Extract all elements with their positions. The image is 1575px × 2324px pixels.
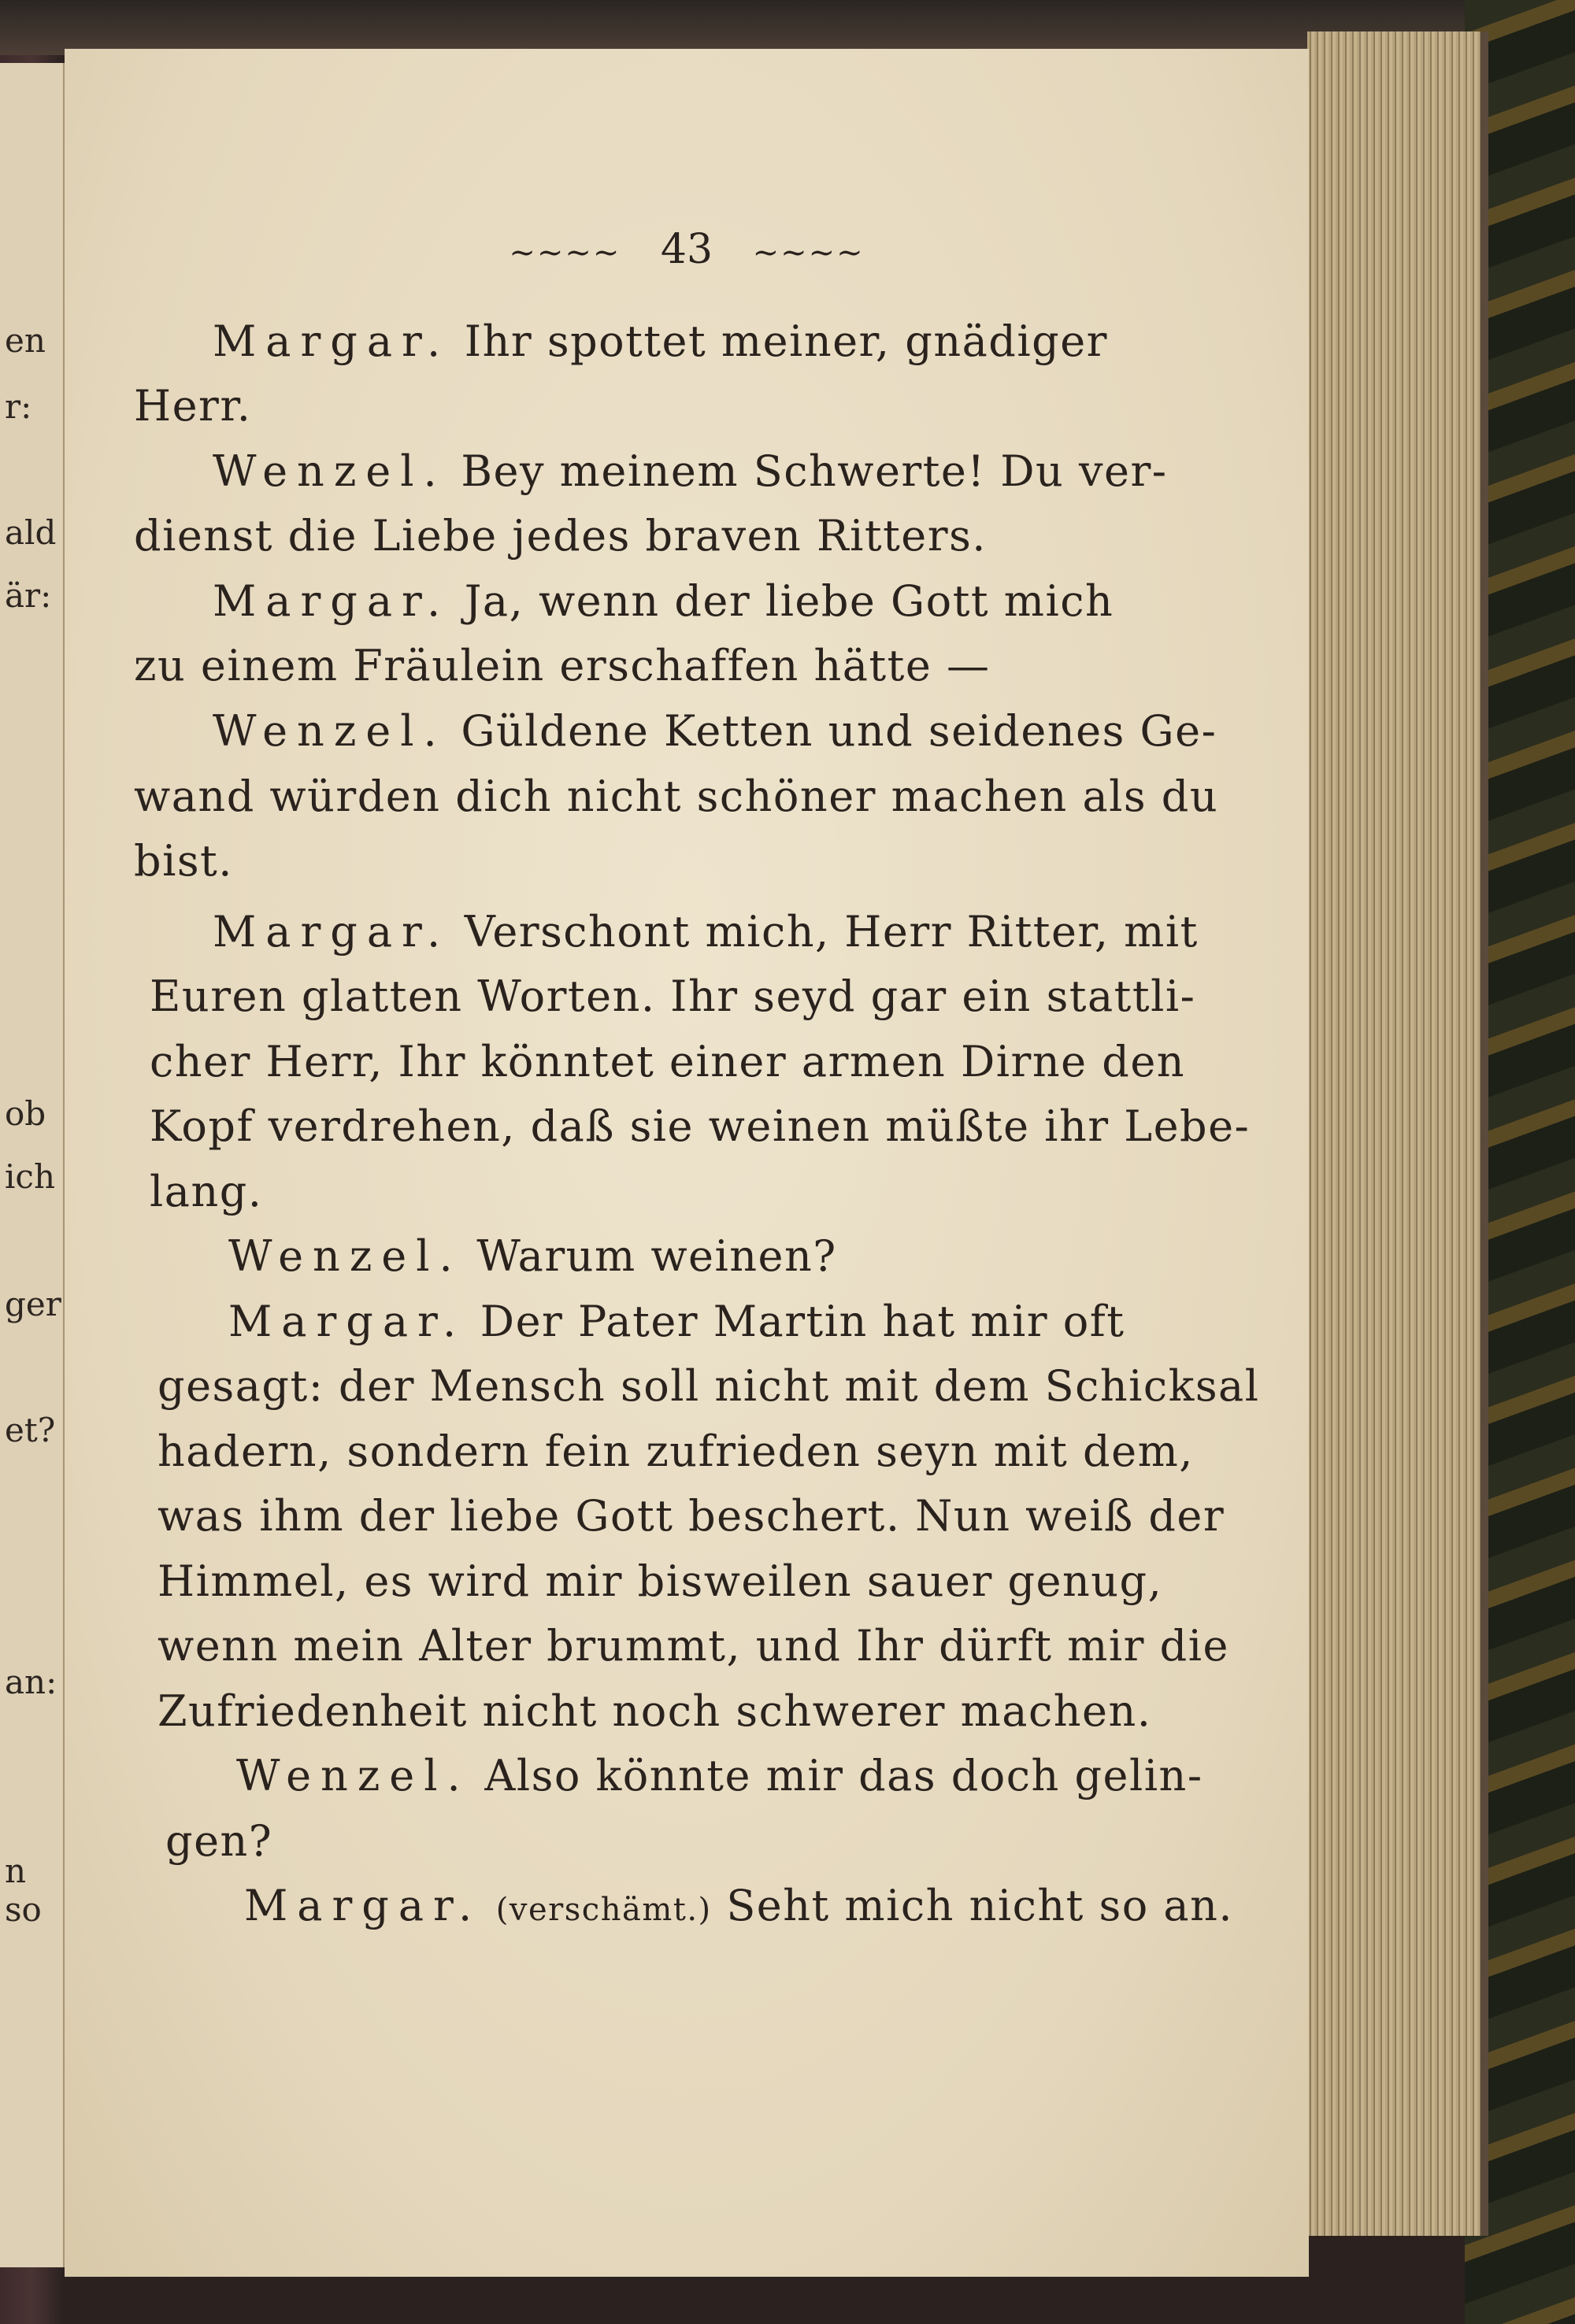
line-text: Ihr spottet meiner, gnädiger bbox=[464, 316, 1108, 366]
left-fragment: an: bbox=[5, 1663, 57, 1701]
stage-direction: (verschämt.) bbox=[495, 1892, 712, 1928]
text-line: Kopf verdrehen, daß sie weinen müßte ihr Lebe- bbox=[150, 1101, 1251, 1151]
line-text: Seht mich nicht so an. bbox=[726, 1881, 1234, 1930]
left-fragment: ald bbox=[5, 513, 57, 552]
text-line bbox=[213, 907, 1199, 957]
text-line bbox=[228, 1231, 837, 1281]
left-fragment: en bbox=[5, 321, 46, 360]
text-line: Euren glatten Worten. Ihr seyd gar ein stattli- bbox=[150, 971, 1196, 1021]
left-page-edge bbox=[0, 63, 65, 2267]
left-fragment: är: bbox=[5, 576, 52, 615]
line-text: Güldene Ketten und seidenes Ge- bbox=[461, 706, 1217, 756]
text-line: bist. bbox=[134, 836, 233, 886]
speaker-name: Margar. bbox=[213, 316, 450, 366]
text-line: zu einem Fräulein erschaffen hätte — bbox=[134, 641, 991, 690]
book-page bbox=[65, 49, 1309, 2277]
speaker-name: Wenzel. bbox=[228, 1231, 462, 1281]
page-number: 43 bbox=[660, 226, 713, 273]
header-ornament-left: ~~~~ bbox=[509, 235, 621, 271]
text-line: cher Herr, Ihr könntet einer armen Dirne den bbox=[150, 1037, 1186, 1086]
text-line: Zufriedenheit nicht noch schwerer machen. bbox=[158, 1686, 1152, 1736]
speaker-name: Margar. bbox=[228, 1297, 466, 1346]
speaker-name: Wenzel. bbox=[213, 446, 447, 496]
text-line: gesagt: der Mensch soll nicht mit dem Schicksal bbox=[158, 1361, 1260, 1411]
text-line: dienst die Liebe jedes braven Ritters. bbox=[134, 511, 987, 561]
line-text: Bey meinem Schwerte! Du ver- bbox=[461, 446, 1168, 496]
text-line bbox=[244, 1881, 1233, 1930]
speaker-name: Margar. bbox=[213, 576, 450, 626]
line-text: Ja, wenn der liebe Gott mich bbox=[464, 576, 1114, 626]
line-text: Also könnte mir das doch gelin- bbox=[484, 1751, 1203, 1800]
text-line: lang. bbox=[150, 1167, 263, 1216]
text-line bbox=[213, 446, 1168, 496]
text-line: Herr. bbox=[134, 381, 252, 431]
line-text: Der Pater Martin hat mir oft bbox=[480, 1297, 1125, 1346]
left-fragment: ich bbox=[5, 1157, 56, 1196]
speaker-name: Margar. bbox=[213, 907, 450, 957]
left-fragment: ger bbox=[5, 1285, 61, 1323]
text-line: Himmel, es wird mir bisweilen sauer genug, bbox=[158, 1556, 1163, 1606]
text-line: wenn mein Alter brummt, und Ihr dürft mir die bbox=[158, 1621, 1229, 1671]
text-line bbox=[236, 1751, 1203, 1800]
left-fragment: r: bbox=[5, 387, 32, 426]
page-header bbox=[65, 226, 1309, 273]
speaker-name: Wenzel. bbox=[213, 706, 447, 756]
text-line: gen? bbox=[165, 1816, 273, 1866]
text-line bbox=[213, 706, 1217, 756]
left-fragment: n so bbox=[5, 1852, 42, 1929]
left-fragment: et? bbox=[5, 1411, 56, 1449]
text-line bbox=[213, 576, 1114, 626]
left-fragment: ob bbox=[5, 1094, 46, 1133]
text-line: hadern, sondern fein zufrieden seyn mit dem, bbox=[158, 1427, 1194, 1476]
text-line: wand würden dich nicht schöner machen als du bbox=[134, 772, 1219, 821]
text-line: was ihm der liebe Gott beschert. Nun weiß der bbox=[158, 1491, 1225, 1541]
page-block-edges bbox=[1307, 31, 1488, 2236]
line-text: Verschont mich, Herr Ritter, mit bbox=[464, 907, 1199, 957]
header-ornament-right: ~~~~ bbox=[752, 235, 865, 271]
text-line bbox=[213, 316, 1108, 366]
speaker-name: Wenzel. bbox=[236, 1751, 470, 1800]
line-text: Warum weinen? bbox=[476, 1231, 837, 1281]
speaker-name: Margar. bbox=[244, 1881, 482, 1930]
text-line bbox=[228, 1297, 1125, 1346]
